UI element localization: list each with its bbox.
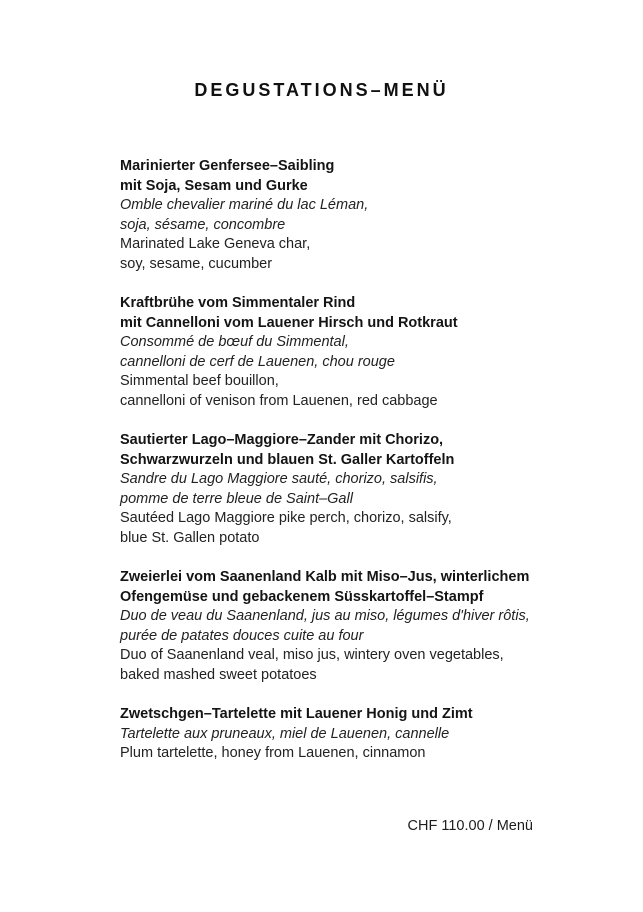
course-english-line: Simmental beef bouillon,: [120, 373, 279, 389]
course-english-line: Duo of Saanenland veal, miso jus, wintery oven vegetables,: [120, 647, 504, 663]
menu-price: CHF 110.00 / Menü: [407, 818, 533, 834]
course-english-line: cannelloni of venison from Lauenen, red cabbage: [120, 392, 438, 409]
course-english-line: Sautéed Lago Maggiore pike perch, chorizo, salsify,: [120, 510, 452, 526]
course-german-line: Schwarzwurzeln und blauen St. Galler Kartoffeln: [120, 451, 455, 468]
course-german-line: Ofengemüse und gebackenem Süsskartoffel–Stampf: [120, 588, 484, 605]
course-french-line: pomme de terre bleue de Saint–Gall: [120, 490, 353, 507]
course-german-line: Kraftbrühe vom Simmentaler Rind: [120, 295, 356, 311]
course-french-line: soja, sésame, concombre: [120, 216, 286, 233]
course-english-line: baked mashed sweet potatoes: [120, 666, 317, 683]
course-german-line: Zwetschgen–Tartelette mit Lauener Honig und Zimt: [120, 706, 473, 722]
course: [120, 157, 533, 274]
course-german-line: mit Soja, Sesam und Gurke: [120, 177, 308, 194]
course-french-line: Omble chevalier mariné du lac Léman,: [120, 197, 369, 213]
course-german-line: Marinierter Genfersee–Saibling: [120, 158, 335, 174]
course-german-line: Sautierter Lago–Maggiore–Zander mit Chorizo,: [120, 432, 444, 448]
course-german-line: Zweierlei vom Saanenland Kalb mit Miso–Jus, winterlichem: [120, 569, 530, 585]
course-list: [0, 101, 643, 764]
course: [120, 294, 533, 411]
course-english-line: Marinated Lake Geneva char,: [120, 236, 311, 252]
course-french-line: Sandre du Lago Maggiore sauté, chorizo, salsifis,: [120, 471, 438, 487]
course-english-line: Plum tartelette, honey from Lauenen, cinnamon: [120, 745, 426, 761]
course: [120, 705, 533, 764]
course-german-line: mit Cannelloni vom Lauener Hirsch und Rotkraut: [120, 314, 458, 331]
course-french-line: purée de patates douces cuite au four: [120, 627, 364, 644]
course-french-line: Consommé de bœuf du Simmental,: [120, 334, 349, 350]
course: [120, 431, 533, 548]
course-french-line: cannelloni de cerf de Lauenen, chou rouge: [120, 353, 395, 370]
course: [120, 568, 533, 685]
course-english-line: soy, sesame, cucumber: [120, 255, 273, 272]
course-french-line: Duo de veau du Saanenland, jus au miso, légumes d'hiver rôtis,: [120, 608, 530, 624]
course-french-line: Tartelette aux pruneaux, miel de Lauenen, cannelle: [120, 725, 450, 742]
menu-title: DEGUSTATIONS–MENÜ: [194, 80, 449, 100]
course-english-line: blue St. Gallen potato: [120, 529, 260, 546]
